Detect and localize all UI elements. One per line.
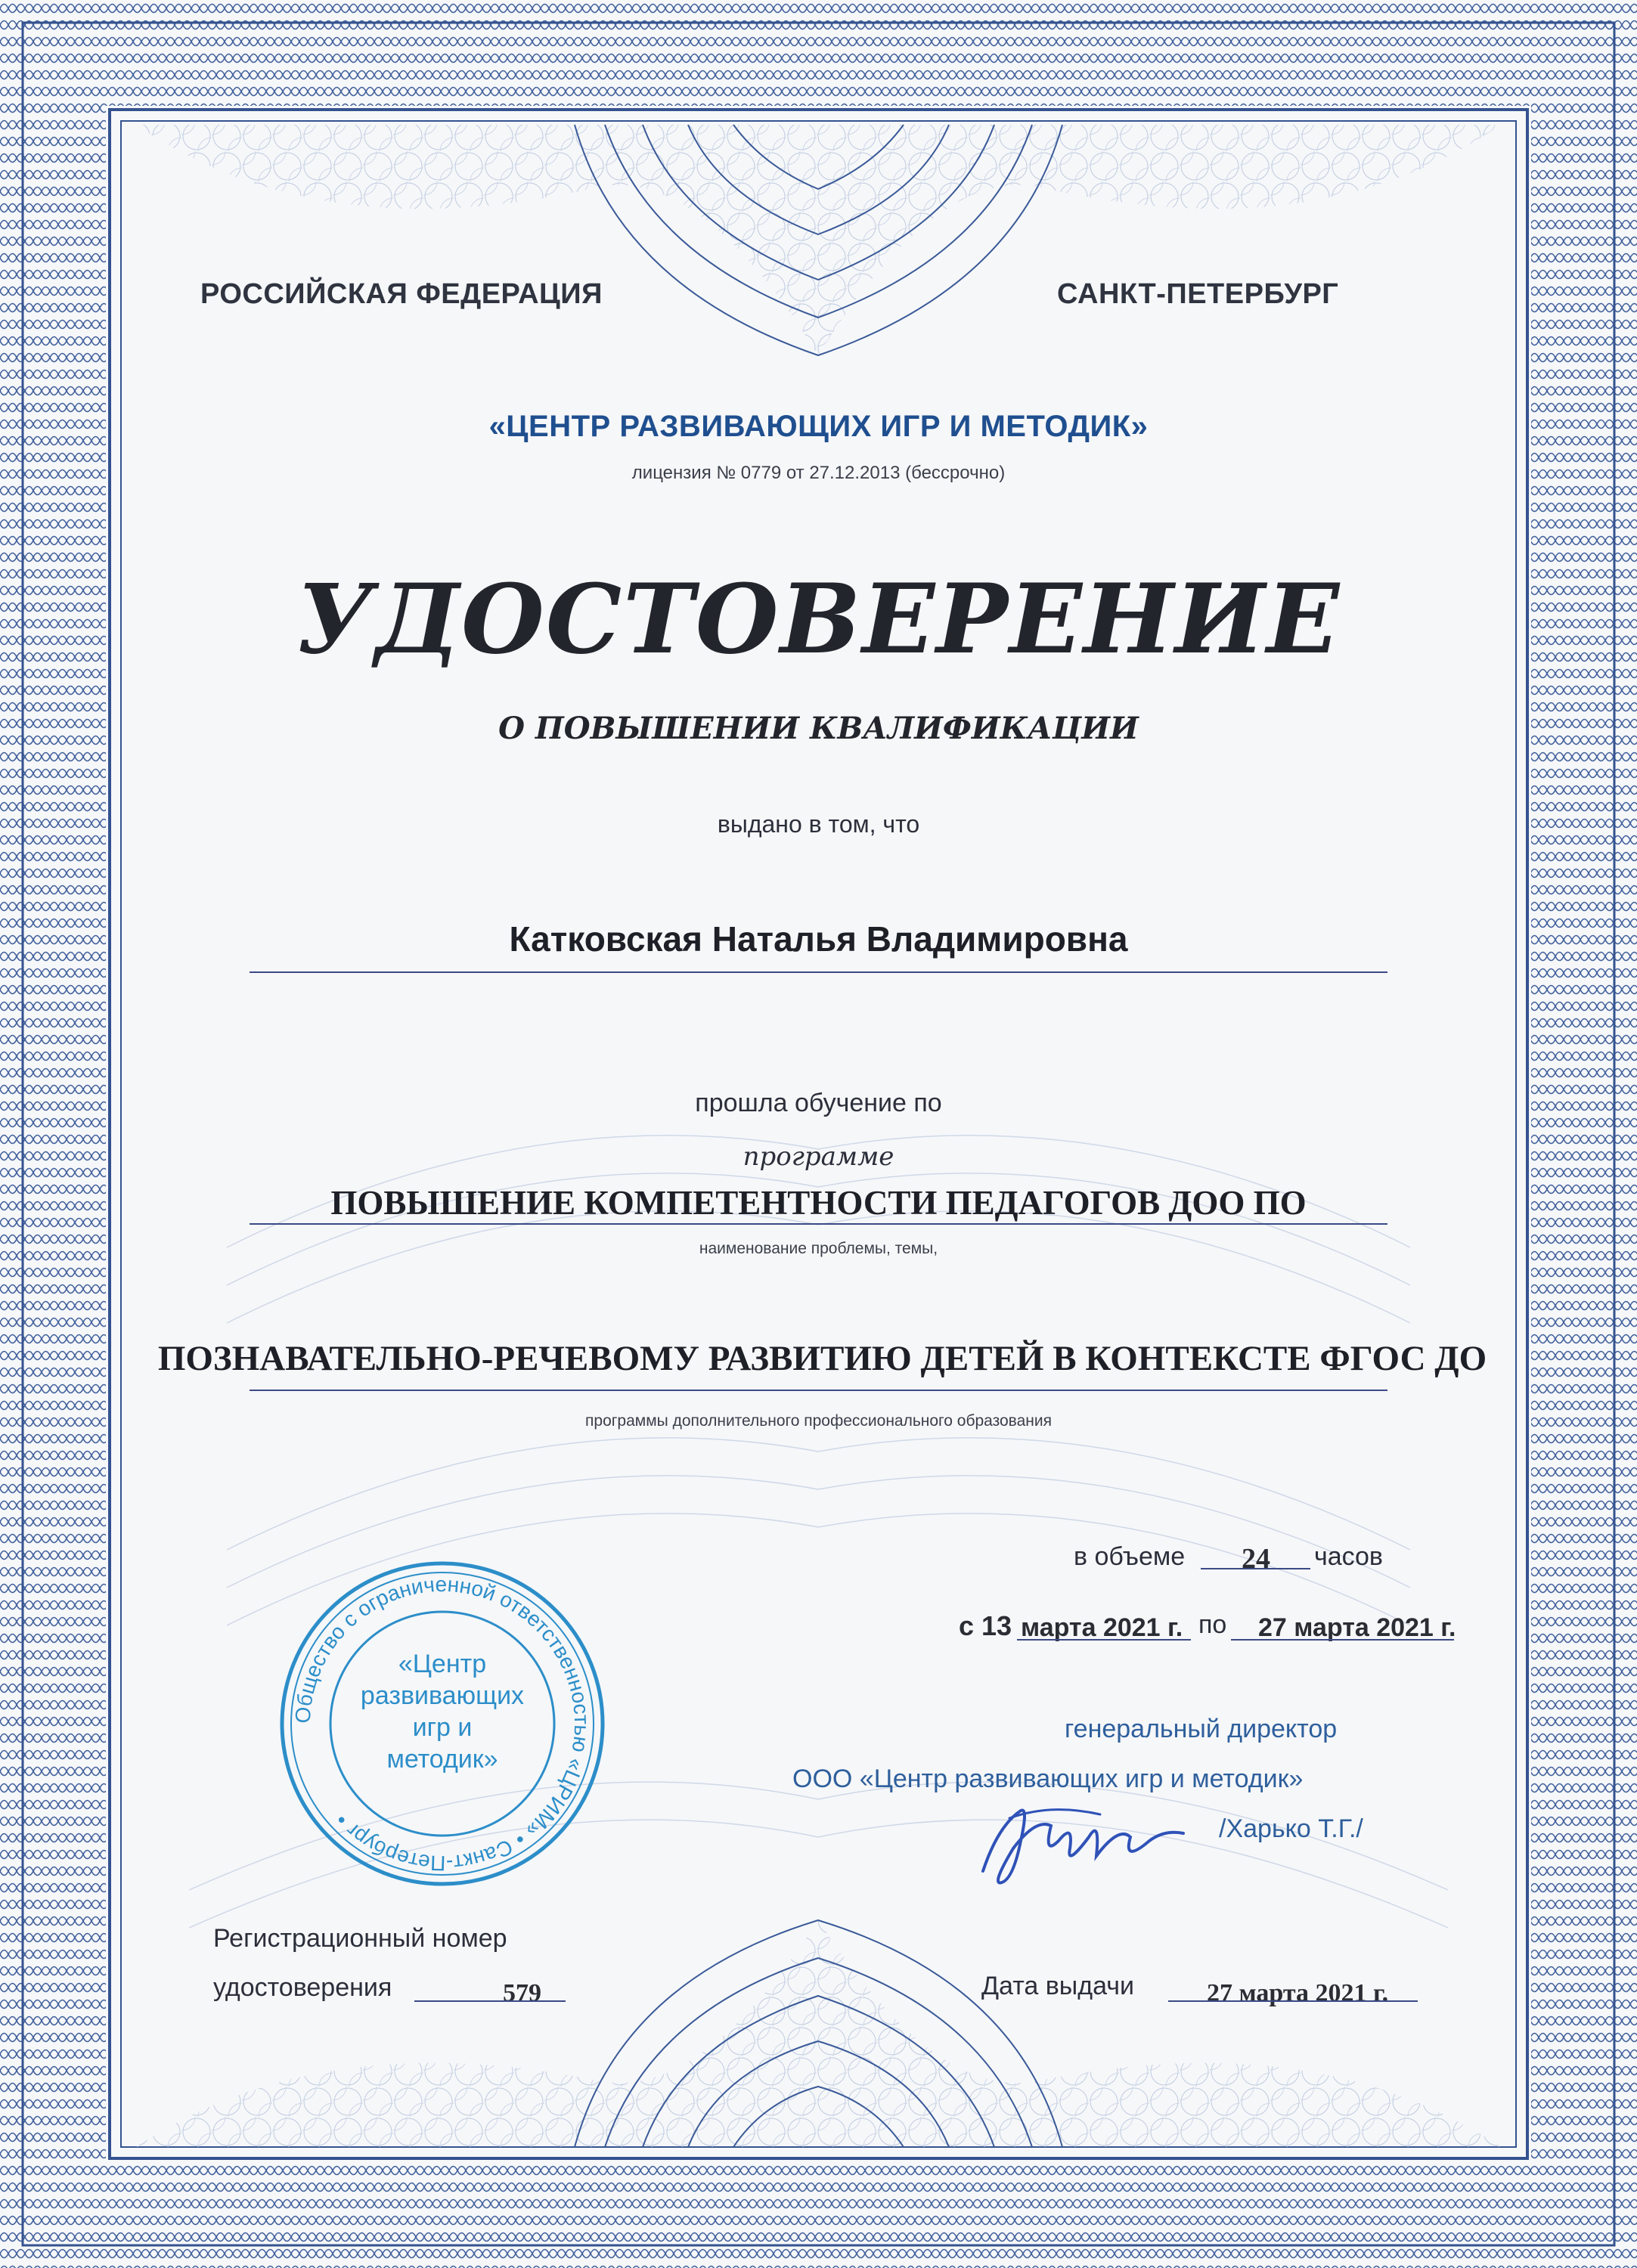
stamp-center-line-3: игр и [412,1713,473,1742]
program-caption-1: наименование проблемы, темы, [699,1240,938,1257]
registration-number: 579 [503,1979,541,2007]
document-title: УДОСТОВЕРЕНИЕ [296,563,1341,675]
director-signature [968,1796,1195,1894]
program-title-line-1: ПОВЫШЕНИЕ КОМПЕТЕНТНОСТИ ПЕДАГОГОВ ДОО ПО [330,1184,1307,1222]
signatory-position: генеральный директор [1065,1715,1338,1743]
person-name: Катковская Наталья Владимировна [509,919,1128,959]
organization-name: «ЦЕНТР РАЗВИВАЮЩИХ ИГР И МЕТОДИК» [488,410,1149,443]
hours-label: часов [1314,1542,1383,1571]
date-to-label: по [1198,1610,1227,1639]
date-to-underline [1231,1639,1454,1641]
country-label: РОССИЙСКАЯ ФЕДЕРАЦИЯ [200,278,603,310]
registration-number-underline [414,2000,566,2002]
volume-label: в объеме [1074,1542,1186,1571]
hours-underline [1201,1568,1310,1569]
issue-date-value: 27 марта 2021 г. [1207,1979,1389,2007]
stamp-center-line-4: методик» [386,1745,498,1774]
signatory-organization: ООО «Центр развивающих игр и методик» [792,1765,1304,1793]
city-label: САНКТ-ПЕТЕРБУРГ [1057,278,1339,310]
program-title-line-2: ПОЗНАВАТЕЛЬНО-РЕЧЕВОМУ РАЗВИТИЮ ДЕТЕЙ В КОНТЕКСТЕ ФГОС ДО [157,1339,1487,1378]
program-line-1-underline [250,1223,1387,1225]
stamp-center-text [321,1648,563,1775]
date-from-day: 13 [981,1610,1012,1641]
stamp-center-line-1: «Центр [398,1650,487,1678]
date-from-rest: марта 2021 г. [1021,1613,1183,1642]
program-caption-2: программы дополнительного профессионального образования [585,1412,1052,1430]
signatory-name: /Харько Т.Г./ [1219,1814,1363,1843]
program-line-2-underline [250,1390,1387,1391]
hours-value: 24 [1242,1543,1270,1575]
issue-date-underline [1168,2000,1418,2002]
person-name-underline [250,971,1387,973]
stamp-center-line-2: развивающих [360,1681,525,1710]
registration-label-line-2: удостоверения [213,1973,392,2002]
date-to-value: 27 марта 2021 г. [1258,1613,1456,1642]
program-word: программе [743,1142,894,1172]
trained-text: прошла обучение по [695,1089,942,1117]
registration-label-line-1: Регистрационный номер [213,1924,507,1953]
issue-date-label: Дата выдачи [981,1972,1134,2000]
license-info: лицензия № 0779 от 27.12.2013 (бессрочно) [631,463,1006,483]
issued-text: выдано в том, что [717,810,920,838]
stamp-ring-text: Общество с ограниченной ответственностью «ЦРИМ» • Санкт-Петербург • [290,1572,594,1876]
date-from-prefix: с [959,1610,975,1641]
document-subtitle: О ПОВЫШЕНИИ КВАЛИФИКАЦИИ [498,711,1139,746]
date-from-underline [1017,1639,1191,1641]
